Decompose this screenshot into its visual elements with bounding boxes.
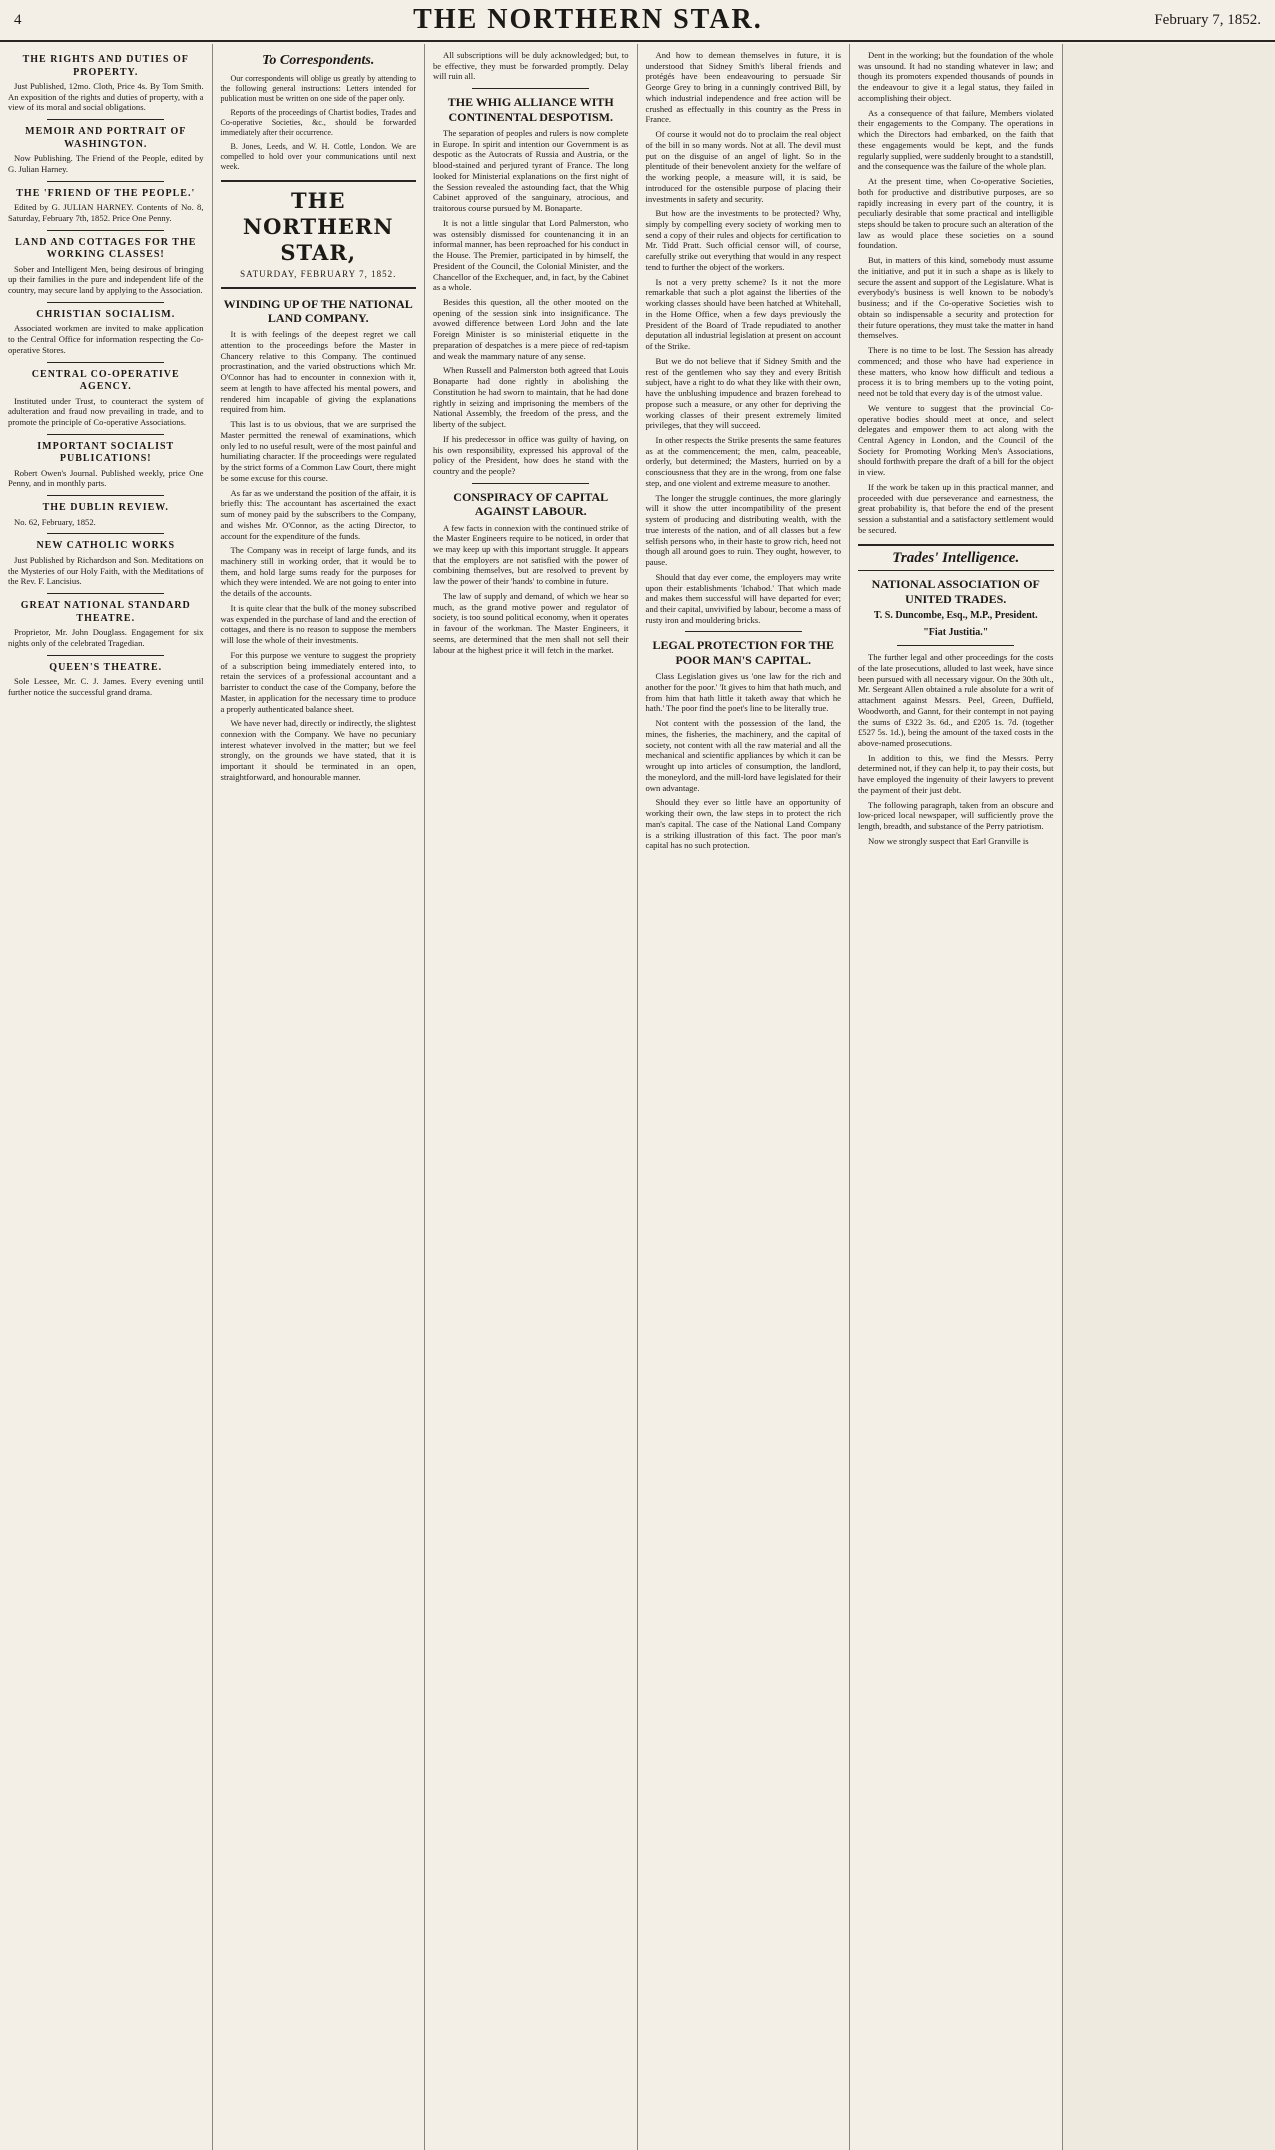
- advertisement-title: MEMOIR AND PORTRAIT OF WASHINGTON.: [25, 126, 187, 150]
- article-headline: LEGAL PROTECTION FOR THE POOR MAN'S CAPITAL.: [652, 638, 834, 667]
- column-3-articles: [425, 44, 638, 2150]
- advertisement-body: Just Published, 12mo. Cloth, Price 4s. By Tom Smith. An exposition of the rights and duties of property, with a view of its moral and social obligations.: [8, 81, 204, 113]
- column-1-advertisements: [0, 44, 213, 2150]
- advertisement-title: THE 'FRIEND OF THE PEOPLE.': [16, 187, 196, 199]
- article-paragraph: We venture to suggest that the provincial Co-operative bodies should meet at once, and select delegates and empower them to act along with the Central Agency in London, and the Council of the Society for Promoting Working Men's Associations, should forthwith prepare the draft of a bill for the object in view.: [858, 402, 1054, 478]
- divider: [47, 434, 164, 435]
- advertisement-body: No. 62, February, 1852.: [14, 516, 96, 527]
- article-paragraph: The longer the struggle continues, the more glaringly will it show the utter incompatibility of the present system of producing and distributing wealth, with the true interests of the nation, and of all classes but a few selfish persons who, in their haste to grow rich, heed not though all around goes to ruin. They ought, however, to pause.: [645, 492, 841, 568]
- column-2-editorial: [213, 44, 426, 2150]
- article-paragraph: If the work be taken up in this practical manner, and proceeded with due perseverance and earnestness, the great probability is, that before the end of the present session a substantial and a satisfactory settlement would be secured.: [858, 481, 1054, 535]
- masthead-title: THE NORTHERN STAR,: [242, 187, 394, 265]
- advertisement-body: Instituted under Trust, to counteract the system of adulteration and fraud now prevailing in trade, and to promote the principle of Co-operative Associations.: [8, 395, 204, 428]
- advertisement-title: IMPORTANT SOCIALIST PUBLICATIONS!: [37, 440, 175, 465]
- page-number: 4: [14, 11, 22, 28]
- divider: [685, 631, 802, 632]
- article-paragraph: Should that day ever come, the employers may write upon their establishments 'Ichabod.' That which made and makes them successful will have departed for ever; and their capital, unvivified by labour, become a mass of rusty iron and mouldering bricks.: [645, 571, 841, 625]
- article-paragraph: When Russell and Palmerston both agreed that Louis Bonaparte had done rightly in abolishing the Constitution he had sworn to maintain, that he had done rightly in seizing and imprisoning the members of the National Assembly, the freedom of the press, and the liberty of the subject.: [433, 365, 629, 430]
- divider: [47, 362, 164, 363]
- president-line: T. S. Duncombe, Esq., M.P., President.: [873, 610, 1038, 622]
- advertisement-title: LAND AND COTTAGES FOR THE WORKING CLASSES!: [15, 236, 197, 261]
- advertisement-title: CENTRAL CO-OPERATIVE AGENCY.: [31, 368, 180, 393]
- advertisement-title: NEW CATHOLIC WORKS: [36, 540, 176, 552]
- article-headline: THE WHIG ALLIANCE WITH CONTINENTAL DESPOTISM.: [447, 95, 614, 124]
- article-paragraph: In addition to this, we find the Messrs. Perry determined not, if they can help it, to pay their costs, but have employed the ingenuity of their lawyers to prevent the payment of their just debt.: [858, 752, 1054, 795]
- article-paragraph: Class Legislation gives us 'one law for the rich and another for the poor.' 'It gives to him that hath much, and from him that hath little it taketh away that which he hath.' The poor find the poet's line to be literally true.: [645, 671, 841, 714]
- issue-date: February 7, 1852.: [1154, 11, 1261, 28]
- article-paragraph: But how are the investments to be protected? Why, simply by compelling every society of working men to send a copy of their rules and objects for certification to Mr. Tidd Pratt. Such official censor will, of course, carefully strike out everything that would in any respect tend to further the object of the workers.: [645, 208, 841, 272]
- divider: [47, 181, 164, 182]
- article-paragraph: It is not a little singular that Lord Palmerston, who was ostensibly dismissed for countenancing it in an informal manner, has been reproached for his conduct in the House. The Premier, participated in by himself, the President of the Council, the Colonial Minister, and the Chancellor of the Exchequer, and, in fact, by the Cabinet as a whole.: [433, 217, 629, 293]
- advertisement: [8, 441, 204, 489]
- advertisement-body: Robert Owen's Journal. Published weekly, price One Penny, and in monthly parts.: [8, 467, 204, 489]
- advertisement: [8, 126, 204, 174]
- advertisement: [8, 309, 204, 356]
- article-paragraph: If his predecessor in office was guilty of having, on his own responsibility, expressed his approval of the policy of the President, how does he stand with the country and the people?: [433, 433, 629, 477]
- divider: [472, 88, 589, 89]
- article-paragraph: Is not a very pretty scheme? Is it not the more remarkable that such a plot against the liberties of the working classes should have been hatched at Whitehall, in the Home Office, when a few days previously the President of the Board of Trade repudiated to another deputation all industrial legislation at present on account of the Strike.: [645, 276, 841, 352]
- correspondents-note: Our correspondents will oblige us greatly by attending to the following general instructions: Letters intended for publication must be written on one side of the paper only.: [220, 73, 416, 103]
- article-paragraph: It is with feelings of the deepest regret we call attention to the proceedings before the Master in Chancery relative to this Company. The continued procrastination, and the varied obstructions which Mr. O'Connor has had to encounter in connexion with it, seem at length to have affected his mental powers, and rendered him incapable of giving the explanations required from him.: [220, 329, 416, 415]
- advertisement: [8, 237, 204, 296]
- paper-title: THE NORTHERN STAR.: [413, 4, 763, 35]
- divider: [47, 302, 164, 303]
- columns-container: [0, 44, 1275, 2150]
- advertisement-body: Sober and Intelligent Men, being desirous of bringing up their families in the pure and independent life of the country, may secure land by applying to the Association.: [8, 263, 204, 296]
- article-paragraph: The separation of peoples and rulers is now complete in Europe. In spirit and intention our Government is as despotic as the Autocrats of Russia and Austria, or the blood-stained and perjured tyrant of France. The long looked for Ministerial explanations on the first night of the Session revealed the astounding fact, that the Whig Cabinet approved of the sanguinary, atrocious, and traitorous course pursued by M. Bonaparte.: [433, 127, 629, 214]
- masthead: [221, 180, 417, 289]
- motto: "Fiat Justitia.": [923, 626, 989, 638]
- article-paragraph: We have never had, directly or indirectly, the slightest connexion with the Company. We have no pecuniary interest whatever involved in the matter; but we feel strongly, on the grounds we have stated, that it is important it should be terminated in an open, straightforward, and honourable manner.: [220, 718, 416, 782]
- divider: [897, 645, 1014, 646]
- masthead-date: SATURDAY, FEBRUARY 7, 1852.: [240, 269, 397, 280]
- advertisement-title: CHRISTIAN SOCIALISM.: [36, 308, 176, 320]
- article-headline: CONSPIRACY OF CAPITAL AGAINST LABOUR.: [453, 489, 609, 519]
- advertisement-body: Associated workmen are invited to make application to the Central Office for information respecting the Co-operative Stores.: [8, 323, 204, 355]
- section-heading: Trades' Intelligence.: [858, 544, 1054, 572]
- article-paragraph: Should they ever so little have an opportunity of working their own, the law steps in to protect the rich man's capital. The case of the National Land Company is a striking illustration of this fact. The poor man's capital has no such protection.: [645, 797, 841, 851]
- advertisement: [8, 502, 204, 527]
- article-paragraph: As a consequence of that failure, Members violated their engagements to the Company. The operations in which the Directors had embarked, on the faith that these engagements would be kept, and the funds regularly supplied, were suddenly brought to a standstill, and the consequence was the failure of the whole plan.: [858, 107, 1054, 172]
- article-paragraph: But, in matters of this kind, somebody must assume the initiative, and put it in such a shape as is likely to secure the assent and support of the Legislature. What is everybody's business is well known to be nobody's business; and if the Co-operative Societies wish to obtain so indispensable a security and protection for their future operations, they must take the matter in hand themselves.: [858, 255, 1054, 341]
- article-paragraph: The following paragraph, taken from an obscure and low-priced local newspaper, will sufficiently prove the length, breadth, and substance of the Perry patriotism.: [858, 799, 1054, 832]
- article-headline: WINDING UP OF THE NATIONAL LAND COMPANY.: [223, 296, 413, 325]
- divider: [47, 655, 164, 656]
- page-header: [0, 0, 1275, 42]
- correspondents-heading: To Correspondents.: [262, 53, 375, 68]
- advertisement: [8, 369, 204, 428]
- article-paragraph: And how to demean themselves in future, it is understood that Sidney Smith's liberal friends and protégés have been endeavouring to persuade Sir George Grey to bring in a cunningly contrived Bill, by which industrial independence and free action will be crushed as effectually in this country as the Press in France.: [645, 50, 841, 125]
- article-paragraph: Of course it would not do to proclaim the real object of the bill in so many words. Not at all. The devil must put on the disguise of an angel of light. So in the plentitude of their benevolent anxiety for the welfare of the working people, a measure will, it is said, be introduced for the ostensible purpose of placing their investments in safety and security.: [645, 129, 841, 204]
- article-paragraph: There is no time to be lost. The Session has already commenced; and those who have had experience in these matters, who know how difficult and tedious a process it is to bring members up to the voting point, need not be told that every day is of the utmost value.: [858, 345, 1054, 399]
- article-paragraph: A few facts in connexion with the continued strike of the Master Engineers require to be noticed, in order that we may keep up with this important struggle. It appears that the employers are not satisfied with the power of combining themselves, but are resolved to prevent by law the power of their 'hands' to combine in future.: [433, 522, 629, 587]
- advertisement-body: Sole Lessee, Mr. C. J. James. Every evening until further notice the successful grand drama.: [8, 676, 204, 697]
- article-paragraph: Besides this question, all the other mooted on the opening of the session sink into insignificance. The avowed difference between Lord John and the late Foreign Minister is so ministerial etiquette in the preparation of despatches is a mere piece of red-tapism and weak the mammary nature of any sense.: [433, 297, 629, 361]
- divider: [47, 495, 164, 496]
- advertisement-body: Proprietor, Mr. John Douglass. Engagement for six nights only of the celebrated Tragedian.: [8, 627, 204, 648]
- article-paragraph: The Company was in receipt of large funds, and its machinery still in working order, that it would be to them, and hold large sums ready for the purposes for which they were intended. We are not going to enter into the details of the accounts.: [220, 545, 416, 599]
- advertisement-title: GREAT NATIONAL STANDARD THEATRE.: [20, 600, 191, 624]
- divider: [47, 533, 164, 534]
- article-headline: NATIONAL ASSOCIATION OF UNITED TRADES.: [871, 577, 1040, 606]
- subscription-note: All subscriptions will be duly acknowledged; but, to be effective, they must be forwarded promptly. Delay will ruin all.: [433, 50, 629, 82]
- article-paragraph: Not content with the possession of the land, the mines, the fisheries, the machinery, and the capital of society, not content with all the raw material and all the mechanical and scientific appliances by which it can be wrought up into articles of consumption, the landlord, the moneylord, and the mill-lord have legislated for their own advantage.: [645, 718, 841, 793]
- advertisement: [8, 540, 204, 587]
- advertisement-title: THE RIGHTS AND DUTIES OF PROPERTY.: [22, 54, 189, 78]
- article-paragraph: The law of supply and demand, of which we hear so much, as the grand motive power and regulator of society, is too sound political economy, when it operates in favour of the workman. The Master Engineers, it seems, are determined that the men shall not sell their labour at the highest price it will fetch in the market.: [433, 590, 629, 655]
- article-paragraph: This last is to us obvious, that we are surprised the Master permitted the renewal of examinations, which only led to no useful result, were of the most painful and humiliating character. If the proceedings were regulated by the strict forms of a Common Law Court, there might be some excuse for this course.: [220, 419, 416, 483]
- article-paragraph: In other respects the Strike presents the same features as at the commencement; the men, calm, peaceable, orderly, but determined; the Masters, hurried on by a consciousness that they are in the wrong, from one false step, and one violent and extreme measure to another.: [645, 434, 841, 488]
- divider: [47, 119, 164, 120]
- advertisement-title: QUEEN'S THEATRE.: [49, 661, 163, 673]
- advertisement-title: THE DUBLIN REVIEW.: [42, 502, 169, 514]
- article-paragraph: It is quite clear that the bulk of the money subscribed was expended in the purchase of land and the erection of cottages, and there is no reason to suppose the members will lose the whole of their investments.: [220, 602, 416, 646]
- article-paragraph: Now we strongly suspect that Earl Granville is: [868, 835, 1029, 846]
- column-5-trades: [850, 44, 1063, 2150]
- article-paragraph: Dent in the working; but the foundation of the whole was unsound. It had no standing whatever in law; and though its promoters expended thousands of pounds in the endeavour to give it a legal status, they failed in accomplishing their object.: [858, 50, 1054, 103]
- divider: [472, 483, 589, 484]
- advertisement: [8, 188, 204, 224]
- divider: [47, 593, 164, 594]
- article-paragraph: But we do not believe that if Sidney Smith and the rest of the gentlemen who say they and every British subject, have a right to do what they like with their own, have the unblushing impudence and brazen forehead to propose such a measure, or any other for depriving the working classes of their present extremely limited privileges, that they will succeed.: [645, 355, 841, 431]
- advertisement-body: Edited by G. JULIAN HARNEY. Contents of No. 8, Saturday, February 7th, 1852. Price One Penny.: [8, 202, 204, 223]
- advertisement: [8, 662, 204, 698]
- column-4-articles: [638, 44, 851, 2150]
- column-6-margin: [1063, 44, 1275, 2150]
- article-paragraph: The further legal and other proceedings for the costs of the late prosecutions, alluded to last week, have since been pursued with all necessary vigour. On the 30th ult., Mr. Sergeant Allen obtained a rule absolute for a writ of attachment against Messrs. Peel, Green, Duffield, Woodworth, and Gannt, for their contempt in not paying the sums of £322 3s. 6d., and £205 1s. 7d. (together £527 5s. 1d.), being the amount of the taxed costs in the above-named prosecutions.: [858, 652, 1054, 748]
- correspondents-note: Reports of the proceedings of Chartist bodies, Trades and Co-operative Societies, &c., should be forwarded immediately after their occurrence.: [220, 107, 416, 137]
- advertisement: [8, 600, 204, 648]
- article-paragraph: For this purpose we venture to suggest the propriety of a subscription being immediately entered into, to retain the services of a professional accountant and a barrister to conduct the case of the Company, before the Master, in application for the necessary time to produce a properly authenticated balance sheet.: [220, 649, 416, 714]
- article-paragraph: As far as we understand the position of the affair, it is briefly this: The accountant has ascertained the exact sum of money paid by the subscribers to the Company, and wishes Mr. O'Connor, as the acting Director, to account for the expenditure of the funds.: [220, 487, 416, 541]
- advertisement: [8, 54, 204, 113]
- divider: [47, 230, 164, 231]
- advertisement-body: Now Publishing. The Friend of the People, edited by G. Julian Harney.: [8, 153, 204, 174]
- advertisement-body: Just Published by Richardson and Son. Meditations on the Mysteries of our Holy Faith, with the Meditations of the Rev. F. Lancisius.: [8, 554, 204, 587]
- correspondents-note: B. Jones, Leeds, and W. H. Cottle, London. We are compelled to hold over your communications until next week.: [220, 141, 416, 171]
- article-paragraph: At the present time, when Co-operative Societies, both for productive and distributive purposes, are so rapidly increasing in every part of the country, it is peculiarly desirable that some practical and intelligible steps should be taken to procure such an alteration of the law as would place these societies on a sound foundation.: [858, 176, 1054, 251]
